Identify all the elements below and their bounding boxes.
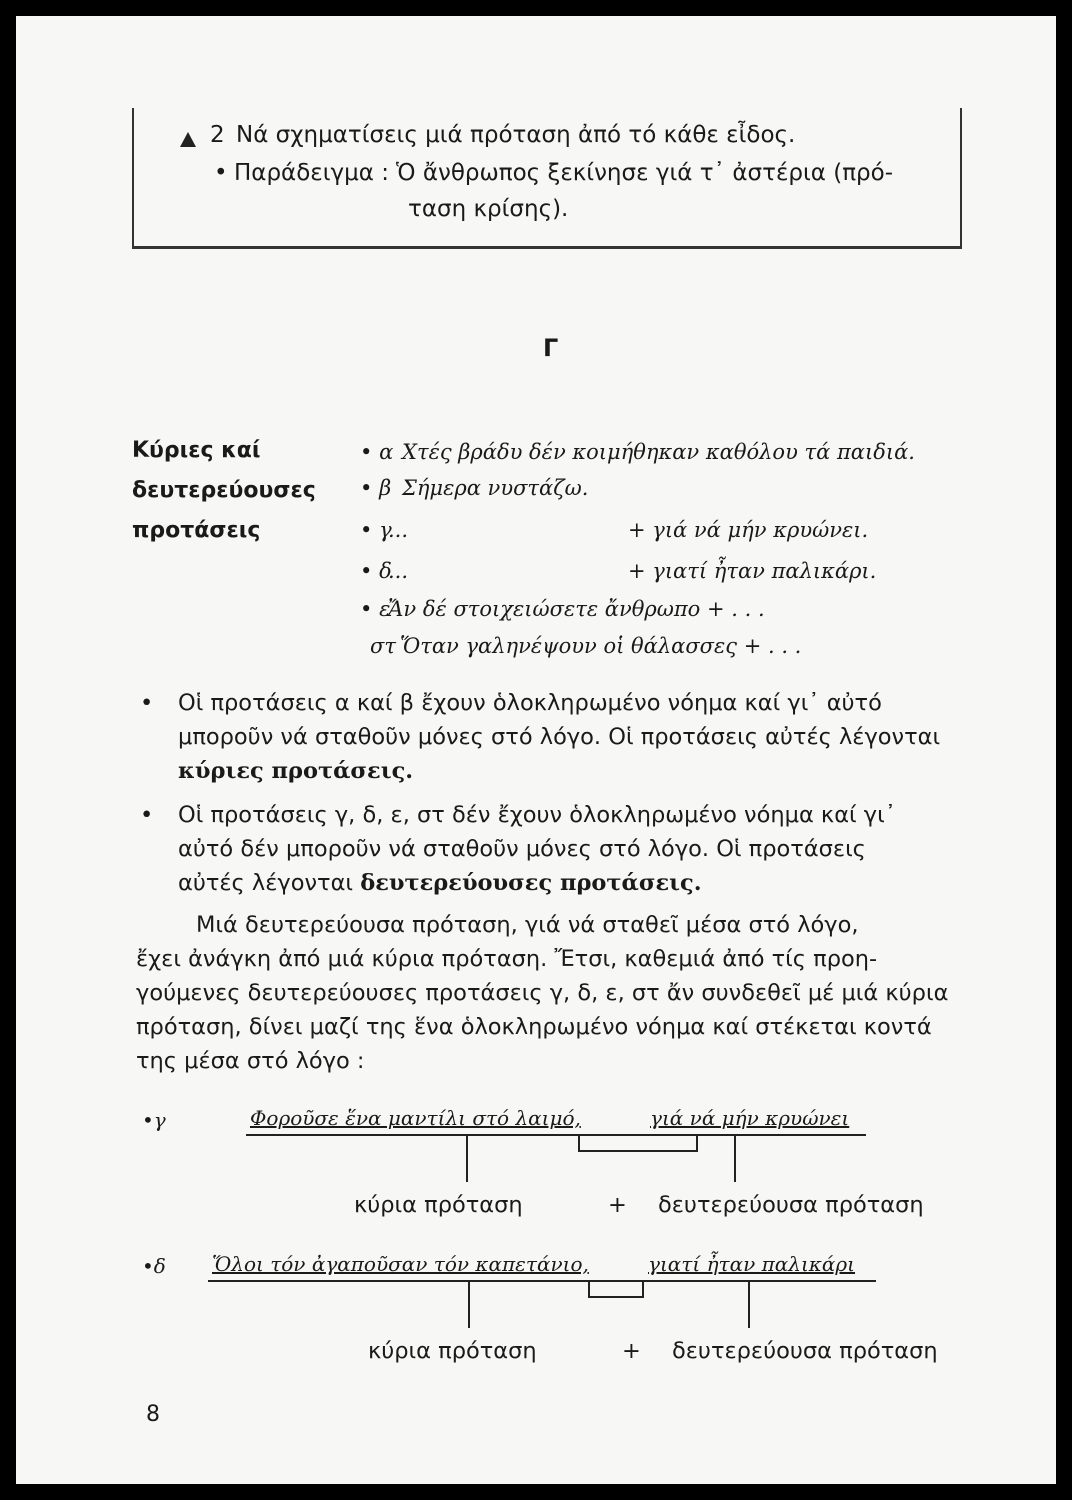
arrow-line [748,1282,750,1328]
bracket-line [588,1296,644,1298]
bullet-dot: • [140,690,154,716]
example-dots-c: ... [388,518,409,542]
paragraph-line-4: πρόταση, δίνει μαζί της ἕνα ὁλοκληρωμένο νόημα καί στέκεται κοντά [136,1014,932,1040]
example-text-d: + γιατί ἦταν παλικάρι. [628,559,877,583]
arrow-line [468,1282,470,1328]
diagram-marker: •γ [142,1108,166,1132]
paragraph-line-5: της μέσα στό λόγο : [136,1048,365,1074]
label-main: κύρια πρόταση [354,1192,523,1218]
bracket-line [578,1150,698,1152]
underline-bar [208,1280,876,1282]
exercise-instruction: Νά σχηματίσεις μιά πρόταση ἀπό τό κάθε εἶδος. [236,122,796,148]
bracket-line [642,1280,644,1298]
diagram-marker: •δ [142,1254,166,1278]
main-clause: Ὅλοι τόν ἀγαποῦσαν τόν καπετάνιο, [212,1252,589,1276]
sub-clause: γιατί ἦταν παλικάρι [648,1252,856,1276]
label-sub: δευτερεύουσα πρόταση [672,1338,938,1364]
example-marker-b: • β [360,476,392,500]
paragraph-line-1: Μιά δευτερεύουσα πρόταση, γιά νά σταθεῖ μέσα στό λόγο, [196,912,859,938]
point2-line2: αὐτό δέν μποροῦν νά σταθοῦν μόνες στό λόγο. Οἱ προτάσεις [178,836,866,862]
bullet-dot: • [214,160,228,186]
example-text-e: Ἄν δέ στοιχειώσετε ἄνθρωπο + . . . [388,597,765,621]
triangle-icon [180,132,196,147]
example-marker-d: • δ [360,559,392,583]
exercise-number: 2 [210,122,225,148]
point1-line1: Οἱ προτάσεις α καί β ἔχουν ὁλοκληρωμένο νόημα καί γι᾽ αὐτό [178,690,882,716]
plus-sign: + [622,1338,641,1364]
bracket-line [696,1134,698,1152]
arrow-line [466,1136,468,1182]
example-marker-st: στ [370,634,396,658]
example-label: Παράδειγμα : [234,160,389,186]
example-marker-c: • γ [360,518,392,542]
book-page [16,16,1056,1484]
example-marker-a: • α [360,440,394,464]
page-number: 8 [146,1402,160,1427]
point2-line1: Οἱ προτάσεις γ, δ, ε, στ δέν ἔχουν ὁλοκληρωμένο νόημα καί γι᾽ [178,802,896,828]
example-text-a: Χτές βράδυ δέν κοιμήθηκαν καθόλου τά παιδιά. [402,440,915,464]
label-sub: δευτερεύουσα πρόταση [658,1192,924,1218]
example-text-st: Ὅταν γαληνέψουν οἱ θάλασσες + . . . [400,634,802,658]
section-letter: Γ [543,334,559,362]
sub-clause: γιά νά μήν κρυώνει [650,1106,850,1130]
paragraph-line-2: ἔχει ἀνάγκη ἀπό μιά κύρια πρόταση. Ἔτσι, καθεμιά ἀπό τίς προη- [136,946,878,972]
bullet-dot: • [140,802,154,828]
example-text-1: Ὁ ἄνθρωπος ξεκίνησε γιά τ᾽ ἀστέρια (πρό- [396,160,894,186]
example-text-c: + γιά νά μήν κρυώνει. [628,518,869,542]
point1-line2: μποροῦν νά σταθοῦν μόνες στό λόγο. Οἱ προτάσεις αὐτές λέγονται [178,724,941,750]
exercise-box [132,108,962,249]
example-text-b: Σήμερα νυστάζω. [402,476,589,500]
side-title-2: δευτερεύουσες [132,478,316,503]
side-title-3: προτάσεις [132,518,261,543]
example-dots-d: ... [388,559,409,583]
point2-line3: αὐτές λέγονται δευτερεύουσες προτάσεις. [178,870,702,896]
label-main: κύρια πρόταση [368,1338,537,1364]
main-clause: Φοροῦσε ἕνα μαντίλι στό λαιμό, [250,1106,581,1130]
arrow-line [734,1136,736,1182]
underline-bar [246,1134,866,1136]
paragraph-line-3: γούμενες δευτερεύουσες προτάσεις γ, δ, ε, στ ἄν συνδεθεῖ μέ μιά κύρια [136,980,949,1006]
example-text-2: ταση κρίσης). [408,196,569,222]
plus-sign: + [608,1192,627,1218]
point1-bold: κύριες προτάσεις. [178,758,414,784]
example-marker-e: • ε [360,597,391,621]
side-title-1: Κύριες καί [132,438,261,463]
